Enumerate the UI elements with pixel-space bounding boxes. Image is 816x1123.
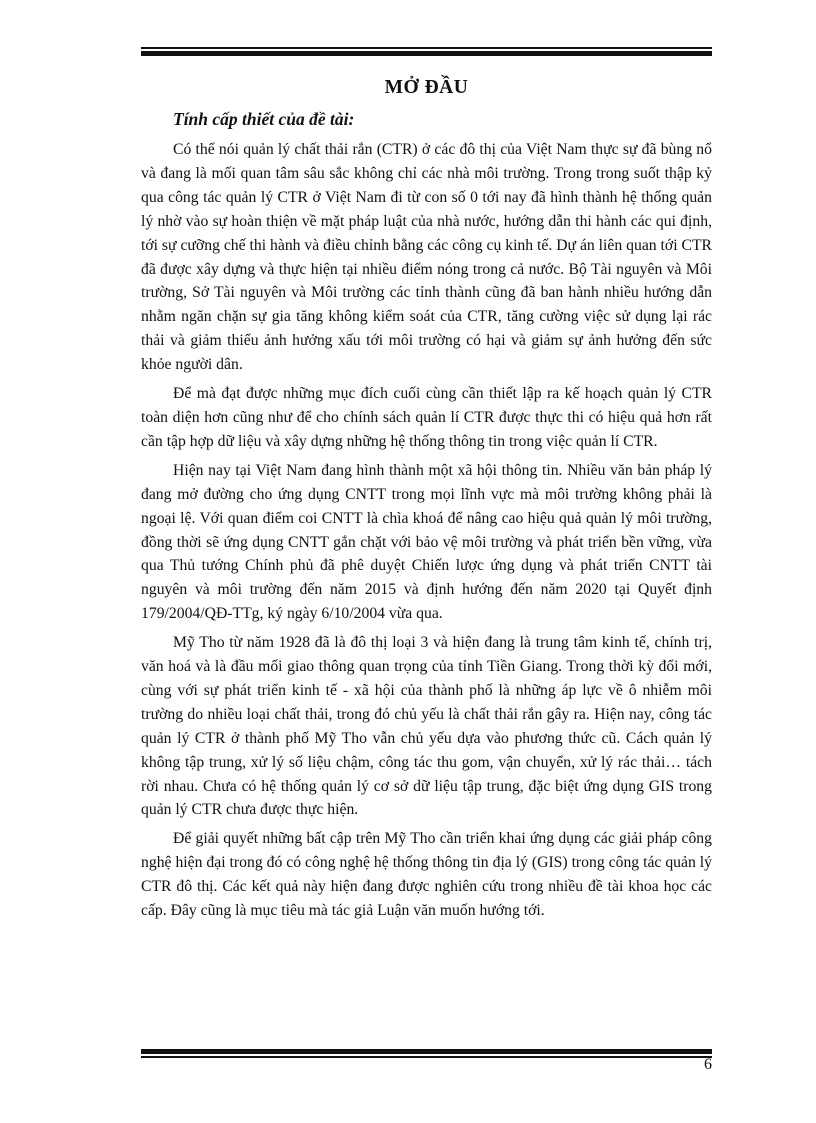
footer-rule <box>141 1049 712 1058</box>
header-rule <box>141 47 712 56</box>
page-number: 6 <box>704 1056 712 1073</box>
section-heading: Tính cấp thiết của đề tài: <box>173 109 355 129</box>
body-text <box>141 138 712 928</box>
paragraph-5: Để giải quyết những bất cập trên Mỹ Tho cần triển khai ứng dụng các giải pháp công nghệ hiện đại trong đó có công nghệ hệ thống thông tin địa lý (GIS) trong công tác quản lý CTR đô thị. Các kết quả này hiện đang được nghiên cứu trong nhiều đề tài khoa học các cấp. Đây cũng là mục tiêu mà tác giả Luận văn muốn hướng tới. <box>141 830 712 920</box>
paragraph-1: Có thể nói quản lý chất thải rắn (CTR) ở các đô thị của Việt Nam thực sự đã bùng nổ và đang là mối quan tâm sâu sắc không chỉ các nhà môi trường. Trong trong suốt thập kỷ qua công tác quản lý CTR ở Việt Nam đi từ con số 0 tới nay đã hình thành hệ thống quản lý nhờ vào sự hoàn thiện về mặt pháp luật của nhà nước, hướng dẫn thi hành các qui định, tới sự cưỡng chế thi hành và điều chỉnh bằng các công cụ kinh tế. Dự án liên quan tới CTR đã được xây dựng và thực hiện tại nhiều điểm nóng trong cả nước. Bộ Tài nguyên và Môi trường, Sở Tài nguyên và Môi trường các tỉnh thành cũng đã ban hành nhiều hướng dẫn nhằm ngăn chặn sự gia tăng không kiểm soát của CTR, tăng cường việc sử dụng lại rác thải và giảm thiểu ảnh hưởng xấu tới môi trường có hại và giảm sự ảnh hưởng đến sức khỏe người dân. <box>141 141 712 374</box>
page-title: MỞ ĐẦU <box>384 77 469 98</box>
paragraph-2: Để mà đạt được những mục đích cuối cùng cần thiết lập ra kế hoạch quản lý CTR toàn diện hơn cũng như để cho chính sách quản lí CTR được thực thi có hiệu quả hơn rất cần tập hợp dữ liệu và xây dựng những hệ thống thông tin trong việc quản lí CTR. <box>141 385 712 450</box>
paragraph-3: Hiện nay tại Việt Nam đang hình thành một xã hội thông tin. Nhiều văn bản pháp lý đang mở đường cho ứng dụng CNTT trong mọi lĩnh vực mà môi trường không phải là ngoại lệ. Với quan điểm coi CNTT là chìa khoá để nâng cao hiệu quả quản lý môi trường, đồng thời sẽ ứng dụng CNTT gắn chặt với bảo vệ môi trường và phát triển bền vững, vừa qua Thủ tướng Chính phủ đã phê duyệt Chiến lược ứng dụng và phát triển CNTT tài nguyên và môi trường đến năm 2015 và định hướng đến năm 2020 tại Quyết định 179/2004/QĐ-TTg, ký ngày 6/10/2004 vừa qua. <box>141 461 712 623</box>
paragraph-4: Mỹ Tho từ năm 1928 đã là đô thị loại 3 và hiện đang là trung tâm kinh tế, chính trị, văn hoá và là đầu mối giao thông quan trọng của tỉnh Tiền Giang. Trong thời kỳ đổi mới, cùng với sự phát triển kinh tế - xã hội của thành phố là những áp lực về ô nhiễm môi trường do nhiều loại chất thải, trong đó chủ yếu là chất thải rắn gây ra. Hiện nay, công tác quản lý CTR ở thành phố Mỹ Tho vẫn chủ yếu dựa vào phương thức cũ. Cách quản lý không tập trung, xử lý số liệu chậm, công tác thu gom, vận chuyển, xử lý rác thải… tách rời nhau. Chưa có hệ thống quản lý cơ sở dữ liệu tập trung, đặc biệt ứng dụng GIS trong quản lý CTR chưa được thực hiện. <box>141 634 712 819</box>
